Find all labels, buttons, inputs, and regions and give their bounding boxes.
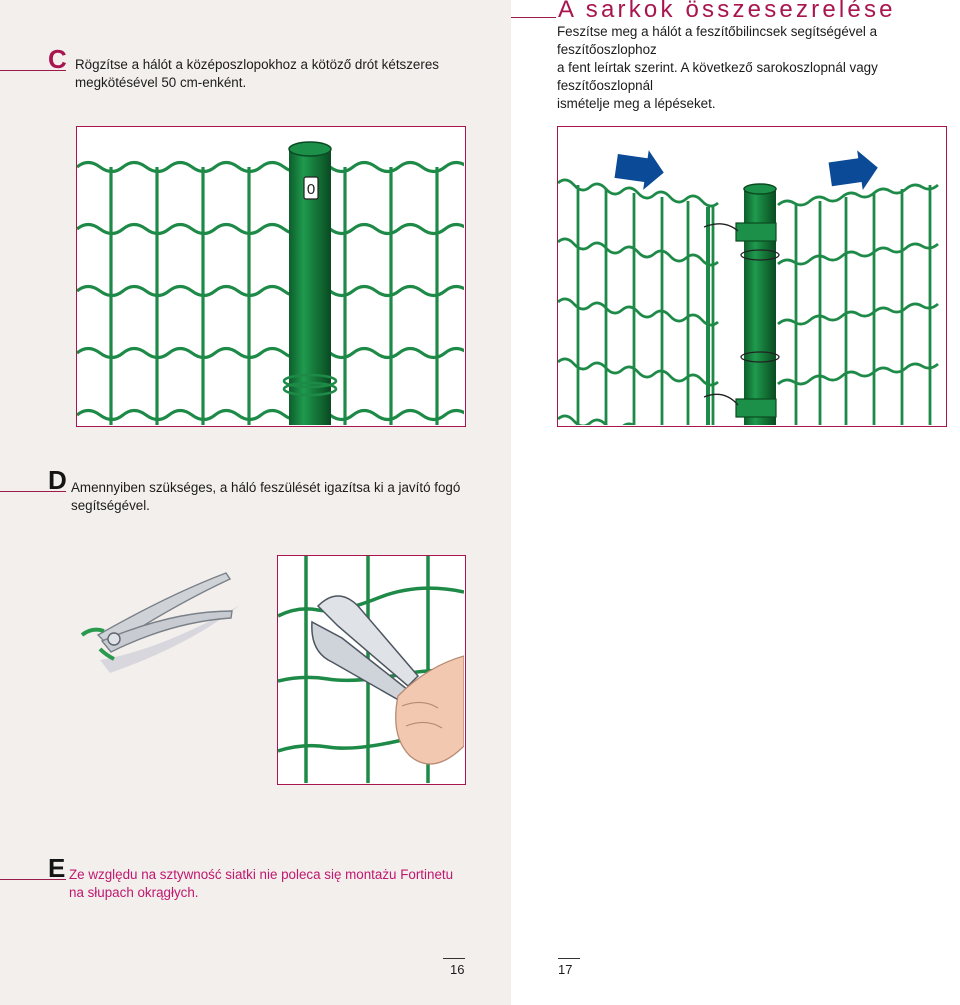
illustration-post-mesh: [76, 126, 466, 427]
step-c-letter: C: [48, 44, 67, 74]
repair-pliers-drawing: [278, 556, 464, 783]
page-title: A sarkok összesezrelése: [558, 0, 896, 23]
illustration-corner-post: [557, 126, 947, 427]
intro-text-line2: a fent leírtak szerint. A következő sarokoszlopnál vagy feszítőoszlopnál: [557, 60, 878, 93]
page-number-left-rule: [443, 958, 465, 959]
page-number-left: 16: [450, 962, 465, 977]
illustration-repair-pliers: [277, 555, 466, 785]
step-e-letter: E: [48, 853, 66, 883]
post-label: 0: [306, 181, 316, 198]
pliers-illustration: [70, 565, 250, 675]
corner-post-drawing: [558, 127, 945, 425]
step-d-text: [71, 479, 460, 515]
step-d-letter: D: [48, 465, 67, 495]
step-d-text-line1: Amennyiben szükséges, a háló feszülését igazítsa ki a javító fogó: [71, 480, 461, 495]
step-c-text-line2: megkötésével 50 cm-enként.: [75, 75, 247, 90]
arrow-right-icon: [827, 148, 880, 194]
step-e-text-line1: Ze względu na sztywność siatki nie poleca się montażu Fortinetu: [69, 867, 454, 882]
arrow-left-icon: [613, 146, 666, 192]
post-mesh-drawing: [77, 127, 464, 425]
title-rule: [511, 17, 556, 18]
intro-text-line3: ismételje meg a lépéseket.: [557, 96, 716, 111]
step-e-text: [69, 866, 453, 902]
step-e-text-line2: na słupach okrągłych.: [69, 885, 199, 900]
step-d-text-line2: segítségével.: [71, 498, 150, 513]
step-c-text: [75, 56, 439, 92]
page-number-right-rule: [558, 958, 580, 959]
intro-text-line1: Feszítse meg a hálót a feszítőbilincsek segítségével a feszítőoszlophoz: [557, 24, 878, 57]
page-number-right: 17: [558, 962, 573, 977]
intro-text: [557, 23, 960, 113]
step-c-text-line1: Rögzítse a hálót a középoszlopokhoz a kötöző drót kétszeres: [75, 57, 439, 72]
